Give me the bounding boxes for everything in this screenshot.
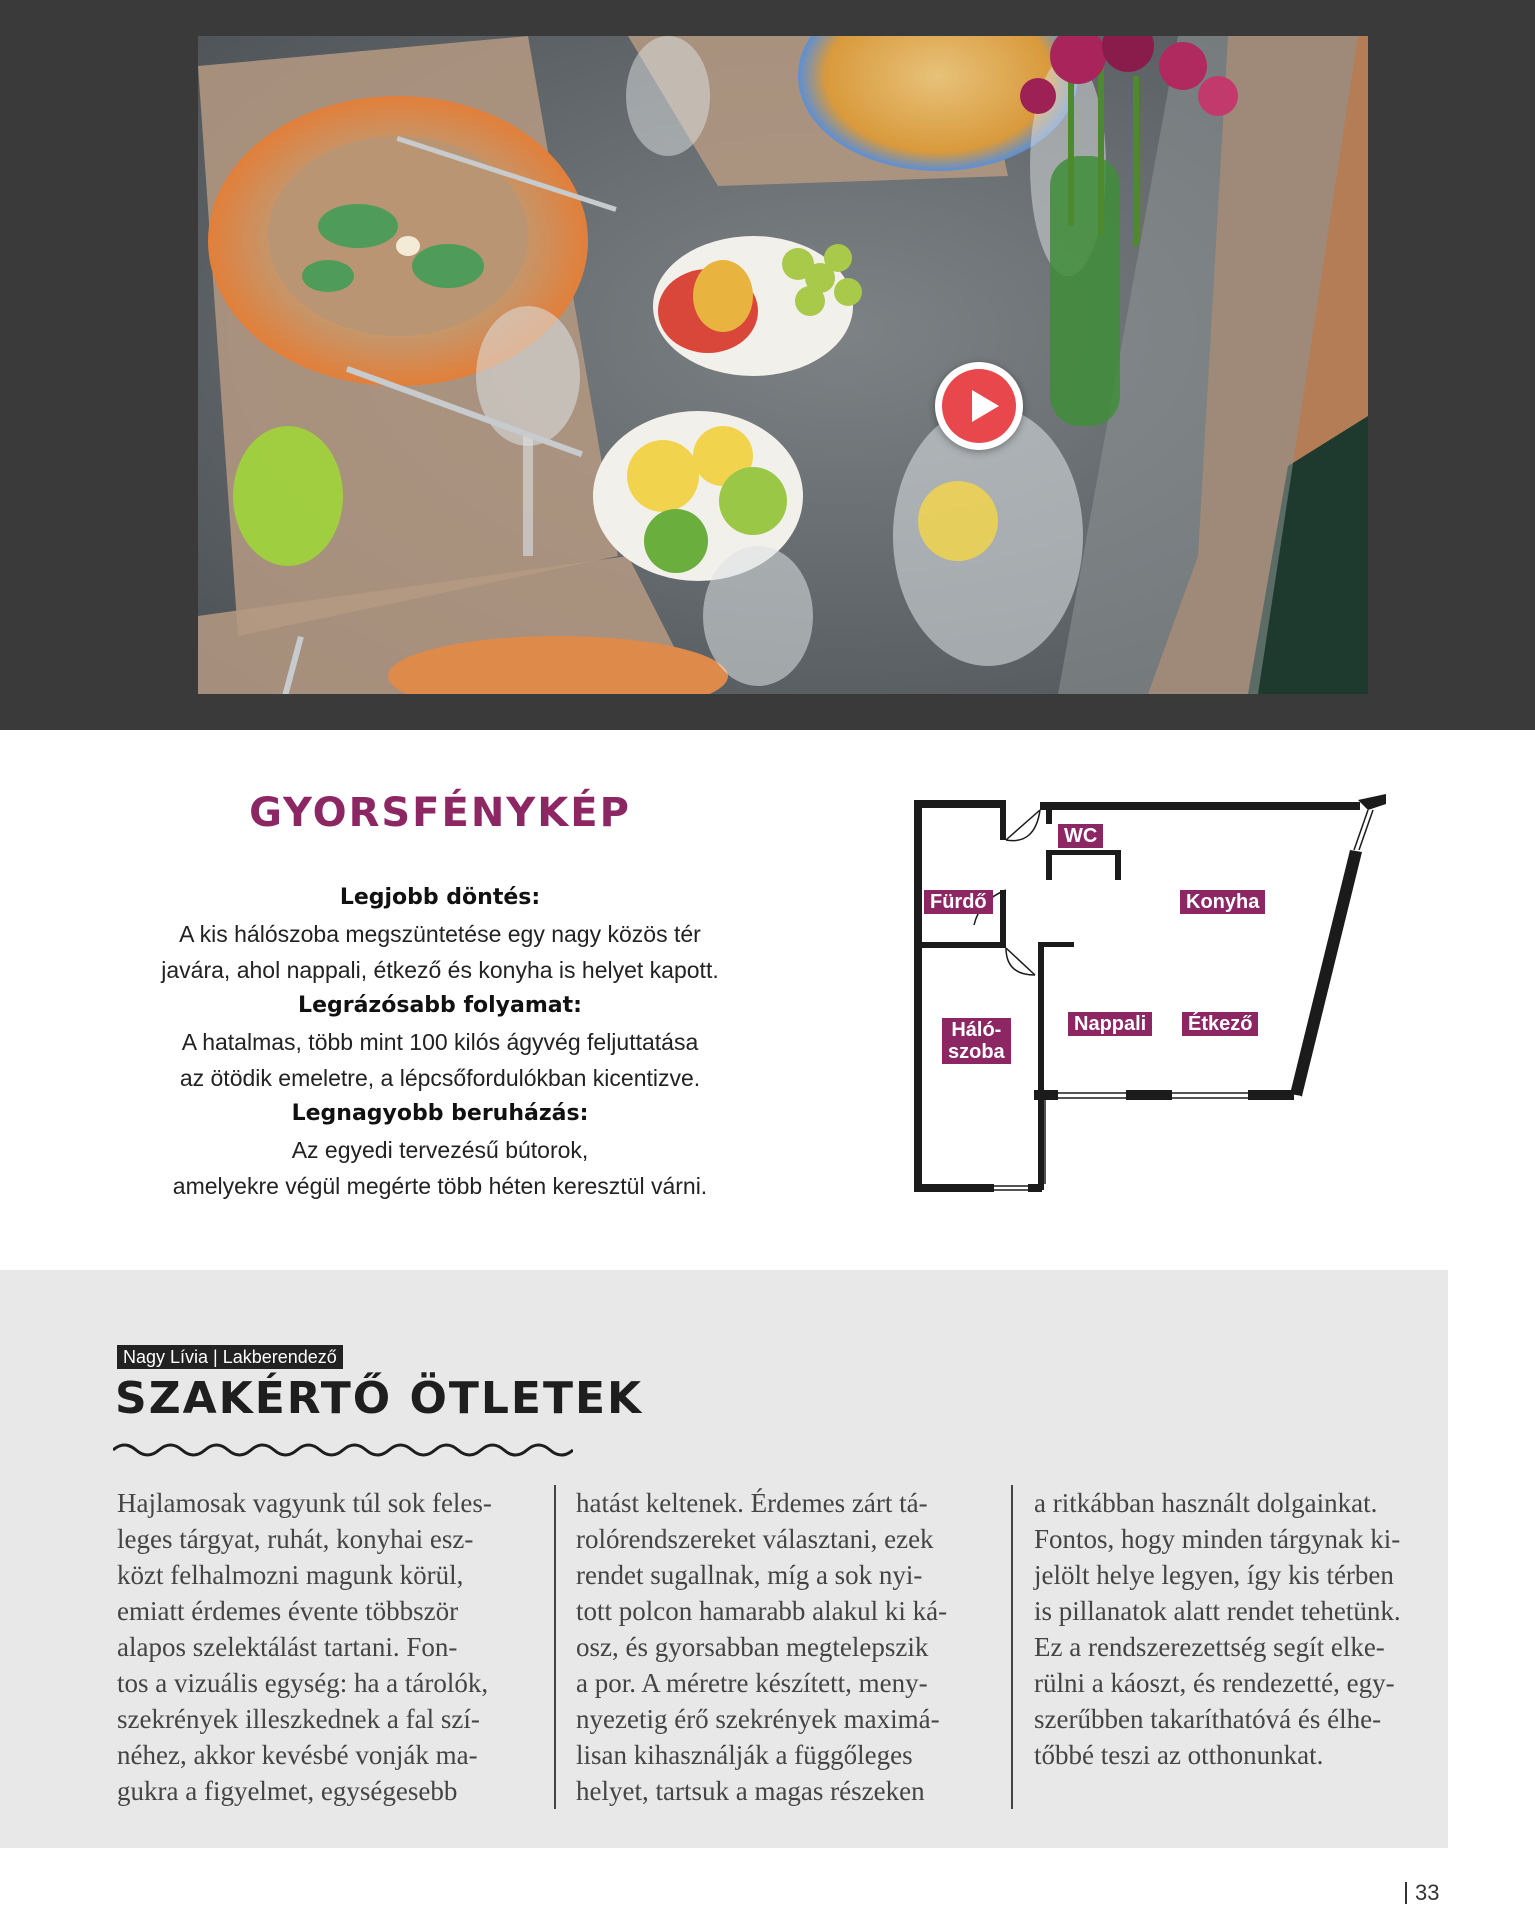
room-label-bedroom: Háló- szoba [942, 1018, 1011, 1064]
room-label-dining: Étkező [1182, 1012, 1258, 1036]
floor-plan [910, 790, 1390, 1200]
tips-title: SZAKÉRTŐ ÖTLETEK [115, 1373, 644, 1424]
best-decision-line-1: A kis hálószoba megszüntetése egy nagy közös tér [179, 921, 701, 947]
tips-column-3: a ritkábban használt dolgainkat. Fontos, hogy minden tárgynak ki- jelölt helye legyen, így kis térben is pillanatok alatt rendet tehetünk. Ez a rendszerezettség segít elke- rülni a káoszt, és rendezetté, egy- szerűbben takaríthatóvá és élhe- tőbbé teszi az otthonunkat. [1034, 1488, 1401, 1770]
room-label-wc: WC [1058, 824, 1103, 848]
tips-column-2: hatást keltenek. Érdemes zárt tá- rolórendszereket választani, ezek rendet sugallnak, míg a sok nyi- tott polcon hamarabb alakul ki ká- osz, és gyorsabban megtelepszik a por. A méretre készített, meny- nyezetig érő szekrények maximá- lisan kihasználják a függőleges helyet, tartsuk a magas részeken [576, 1488, 948, 1806]
floor-plan-drawing [910, 790, 1390, 1200]
wave-divider [113, 1440, 573, 1460]
room-label-kitchen: Konyha [1180, 890, 1265, 914]
best-decision-line-2: javára, ahol nappali, étkező és konyha is helyet kapott. [161, 957, 719, 983]
toughest-process-heading: Legrázósabb folyamat: [298, 993, 582, 1018]
toughest-process-line-1: A hatalmas, több mint 100 kilós ágyvég feljuttatása [181, 1029, 699, 1055]
video-band [0, 0, 1535, 730]
snapshot-section [110, 790, 770, 1204]
column-divider [1011, 1485, 1013, 1809]
biggest-investment-heading: Legnagyobb beruházás: [291, 1101, 589, 1126]
table-setting-photo [198, 36, 1368, 694]
biggest-investment-line-1: Az egyedi tervezésű bútorok, [291, 1137, 589, 1163]
biggest-investment-line-2: amelyekre végül megérte több héten keresztül várni. [172, 1173, 708, 1199]
page-number: 33 [1405, 1882, 1439, 1904]
toughest-process-line-2: az ötödik emeletre, a lépcsőfordulókban kicentizve. [179, 1065, 701, 1091]
play-icon [942, 369, 1016, 443]
best-decision-heading: Legjobb döntés: [339, 885, 541, 910]
video-thumbnail[interactable] [198, 36, 1368, 694]
room-label-living-room: Nappali [1068, 1012, 1152, 1036]
play-button[interactable] [935, 362, 1023, 450]
tips-column-1: Hajlamosak vagyunk túl sok feles- leges tárgyat, ruhát, konyhai esz- közt felhalmozni magunk körül, emiatt érdemes évente többször alapos szelektálást tartani. Fon- tos a vizuális egység: ha a tárolók, szekrények illeszkednek a fal szí- néhez, akkor kevésbé vonják ma- gukra a figyelmet, egységesebb [117, 1488, 492, 1806]
column-divider [554, 1485, 556, 1809]
room-label-bathroom: Fürdő [924, 890, 993, 914]
author-tag: Nagy Lívia | Lakberendező [117, 1345, 343, 1369]
snapshot-title: GYORSFÉNYKÉP [249, 790, 631, 836]
expert-tips-section [0, 1270, 1448, 1848]
